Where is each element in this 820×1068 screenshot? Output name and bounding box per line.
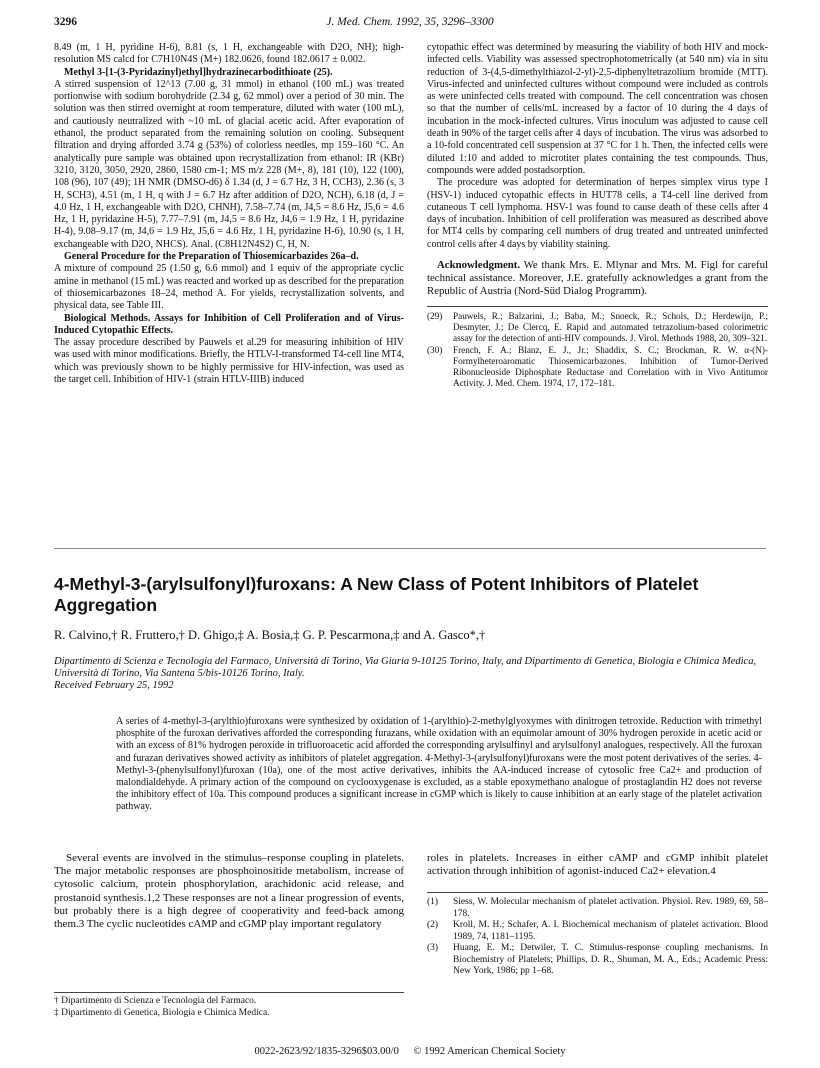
- abstract: A series of 4-methyl-3-(arylthio)furoxans were synthesized by oxidation of 1-(arylthio)-2-methylglyoxymes with dinitrogen tetroxide. Reduction with trimethyl phosphite of the furoxan derivatives afforded the corresponding furazans, while oxidation with an equimolar amount of 30% hydrogen peroxide in acetic acid or with an excess of 81% hydrogen peroxide in trifluoroacetic acid afforded the corresponding arylsulfinyl and arylsulfonyl analogues, respectively. All the furoxan and furazan derivatives showed activity as inhibitors of platelet aggregation. 4-Methyl-3-(arylsulfonyl)furoxans were the most potent derivatives of the series. 4-Methyl-3-(phenylsulfonyl)furoxan (10a), one of the most active derivatives, inhibits the AA-induced increase of cytosolic free Ca2+ and production of malondialdehyde. A primary action of the compound on cyclooxygenase is excluded, as a stable epoxymethano analogue of prostaglandin H2 does not reverse the inhibitory effect of 10a. This compound produces a significant increase in cGMP which is likely to cause inhibition at an early stage of the platelet activation pathway.: [116, 716, 762, 813]
- prev-paragraph: The procedure was adopted for determination of herpes simplex virus type I (HSV-1) induced cytopathic effects in HUT78 cells, a T4-cell line derived from cutaneous T cell lymphoma. HSV-1 was found to cause death of these cells after 4 days of incubation. Inhibition of cell proliferation was measured as described above for MT4 cells by comparing cell numbers of drug treated and untreated uninfected control cells after 4 days by viability staining.: [427, 177, 768, 250]
- article-title: 4-Methyl-3-(arylsulfonyl)furoxans: A New Class of Potent Inhibitors of Platelet Aggregation: [54, 574, 699, 615]
- reference-text: Siess, W. Molecular mechanism of platelet activation. Physiol. Rev. 1989, 69, 58–178.: [453, 897, 768, 919]
- reference-list: [427, 306, 768, 389]
- prev-paragraph: 8.49 (m, 1 H, pyridine H-6), 8.81 (s, 1 H, exchangeable with D2O, NH); high-resolution MS calcd for C7H10N4S (M+) 182.0626, found 182.0617 ± 0.002.: [54, 42, 404, 66]
- page-footer: [0, 1046, 820, 1057]
- intro-paragraph: roles in platelets. Increases in either cAMP and cGMP inhibit platelet activation through inhibition of agonist-induced Ca2+ elevation.4: [427, 852, 768, 878]
- acknowledgment-heading: Acknowledgment.: [437, 259, 521, 272]
- prev-paragraph: The assay procedure described by Pauwels et al.29 for measuring inhibition of HIV was used with minor modifications. Briefly, the HTLV-I-transformed T4-cell line MT4, which was previously shown to be highly permissive for HIV-infection, was used as the target cell. Inhibition of HIV-1 (strain HTLV-IIIB) induced: [54, 337, 404, 386]
- section-heading: Methyl 3-[1-(3-Pyridazinyl)ethyl]hydrazinecarbodithioate (25).: [64, 66, 333, 78]
- article-divider: [54, 548, 766, 549]
- reference-item: [427, 897, 768, 920]
- reference-text: Kroll, M. H.; Schafer, A. I. Biochemical mechanism of platelet activation. Blood 1989, 74, 1181–1195.: [453, 920, 768, 942]
- affiliation-footnotes: [54, 992, 404, 1019]
- prev-article-right-column: [427, 42, 768, 389]
- prev-article-left-column: [54, 42, 404, 386]
- intro-right-column: [427, 852, 768, 978]
- footnote: ‡ Dipartimento di Genetica, Biologia e Chimica Medica.: [54, 1007, 270, 1018]
- received-date: Received February 25, 1992: [54, 680, 174, 692]
- affiliation: Dipartimento di Scienza e Tecnologia del Farmaco, Università di Torino, Via Giuria 9-10125 Torino, Italy, and Dipartimento di Genetica, Biologia e Chimica Medica, Università di Torino, Via Santena 5/bis-10126 Torino, Italy.: [54, 656, 757, 680]
- section-heading: General Procedure for the Preparation of Thiosemicarbazides 26a–d.: [64, 251, 359, 263]
- page-header: [54, 16, 766, 32]
- reference-text: French, F. A.; Blanz, E. J., Jr.; Shaddix, S. C.; Brockman, R. W. α-(N)-Formylheteroaromatic Thiosemicarbazones. Inhibition of Tumor-Derived Ribonucleoside Diphosphate Reductase and Correlation with in Vivo Antitumor Activity. J. Med. Chem. 1974, 17, 172–181.: [453, 344, 768, 389]
- footnote: † Dipartimento di Scienza e Tecnologia del Farmaco.: [54, 996, 257, 1006]
- reference-number: (1): [427, 897, 439, 908]
- acknowledgment: [427, 259, 768, 298]
- journal-reference: J. Med. Chem. 1992, 35, 3296–3300: [326, 16, 494, 28]
- section-heading: Biological Methods. Assays for Inhibition of Cell Proliferation and of Virus-Induced Cytopathic Effects.: [54, 312, 404, 336]
- acknowledgment-text: We thank Mrs. E. Mlynar and Mrs. M. Figl for careful technical assistance. Moreover, J.E. gratefully acknowledges a grant from the Republic of Austria (Nord-Süd Dialog Programm).: [427, 259, 768, 298]
- prev-paragraph: cytopathic effect was determined by measuring the viability of both HIV and mock-infected cells. Viability was assessed spectrophotometrically (at 540 nm) via in situ reduction of 3-(4,5-dimethylthiazol-2-yl)-2,5-diphenyltetrazolium bromide (MTT). Virus-infected and uninfected cultures without compound were included as controls as were uninfected cells treated with compound. The cell concentration was chosen so that the number of cells/mL increased by a factor of 10 during the 4 days of incubation in the mock-infected cultures. Virus inoculum was adjusted to cause cell death in 90% of the target cells after 4 days of incubation. The virus was adsorbed to a 10-fold concentrated cell suspension at 37 °C for 1 h. Then, the infected cells were diluted 1:10 and added to microtiter plates containing the test compounds. Thus, compounds were added postadsorption.: [427, 42, 768, 176]
- reference-list: [427, 892, 768, 978]
- article-authors: R. Calvino,† R. Fruttero,† D. Ghigo,‡ A. Bosia,‡ G. P. Pescarmona,‡ and A. Gasco*,†: [54, 628, 486, 642]
- reference-number: (3): [427, 943, 439, 954]
- article-code: 0022-2623/92/1835-3296$03.00/0: [254, 1046, 399, 1057]
- page-number: 3296: [54, 16, 77, 28]
- reference-item: [427, 345, 768, 390]
- reference-number: (2): [427, 920, 439, 931]
- prev-paragraph: A stirred suspension of 12^13 (7.00 g, 31 mmol) in ethanol (100 mL) was treated portionwise with sodium borohydride (2.34 g, 62 mmol) over a period of 30 min. The solution was then stirred overnight at room temperature, diluted with water (100 mL), and cautiously neutralized with ~10 mL of glacial acetic acid. After evaporation of ethanol, the product separated from the remaining solution on cooling. Subsequent filtration and drying afforded 3.74 g (53%) of colorless needles, mp 159–160 °C. An analytically pure sample was obtained upon recrystallization from ethanol: IR (KBr) 3210, 3120, 3050, 2920, 2860, 1580 cm-1; MS m/z 228 (M+, 8), 181 (10), 122 (100), 108 (96), 107 (49); 1H NMR (DMSO-d6) δ 1.34 (d, J = 6.7 Hz, 3 H, CCH3), 2.36 (s, 3 H, SCH3), 4.51 (m, 1 H, q with J = 6.7 Hz after addition of D2O, NCH), 6.18 (d, J = 4.0 Hz, 1 H, exchangeable with D2O, CHNH), 7.58–7.74 (m, J4,5 = 8.6 Hz, J5,6 = 4.6 Hz, 1 H, pyridazine H-5), 7.77–7.91 (m, J4,5 = 8.6 Hz, J4,6 = 1.9 Hz, 1 H, pyridazine H-4), 9.08–9.17 (m, J4,6 = 1.9 Hz, J5,6 = 4.6 Hz, 1 H, pyridazine H-6), 10.90 (s, 1 H, exchangeable with D2O, NHCS). Anal. (C8H12N4S2) C, H, N.: [54, 78, 404, 250]
- affiliation-block: [54, 656, 766, 693]
- reference-number: (29): [427, 311, 443, 322]
- intro-paragraph: Several events are involved in the stimulus–response coupling in platelets. The major metabolic responses are phosphoinositide metabolism, increase of cytosolic calcium, protein phosphorylation, arachidonic acid release, and prostanoid synthesis.1,2 These responses are not a linear progression of events, but probably there is a high degree of cooperativity and feed-back among them.3 The cyclic nucleotides cAMP and cGMP play important regulatory: [54, 852, 404, 931]
- copyright: © 1992 American Chemical Society: [413, 1046, 566, 1057]
- intro-left-column: [54, 852, 404, 931]
- reference-item: [427, 943, 768, 978]
- reference-text: Pauwels, R.; Balzarini, J.; Baba, M.; Snoeck, R.; Schols, D.; Herdewijn, P.; Desmyter, J.; De Clercq, E. Rapid and automated tetrazolium-based colorimetric assay for the detection of anti-HIV compounds. J. Virol. Methods 1988, 20, 309–321.: [453, 311, 768, 344]
- reference-text: Huang, E. M.; Detwiler, T. C. Stimulus-response coupling mechanisms. In Biochemistry of Platelets; Phillips, D. R., Shuman, M. A., Eds.; Academic Press: New York, 1986; pp 1–68.: [453, 943, 768, 977]
- reference-item: [427, 920, 768, 943]
- reference-number: (30): [427, 344, 443, 355]
- prev-paragraph: A mixture of compound 25 (1.50 g, 6.6 mmol) and 1 equiv of the appropriate cyclic amine in methanol (15 mL) was reacted and worked up as described for the preparation of thiosemicarbazones 18–24, method A. For yields, recrystallization solvents, and physical data, see Table III.: [54, 263, 404, 312]
- reference-item: [427, 311, 768, 345]
